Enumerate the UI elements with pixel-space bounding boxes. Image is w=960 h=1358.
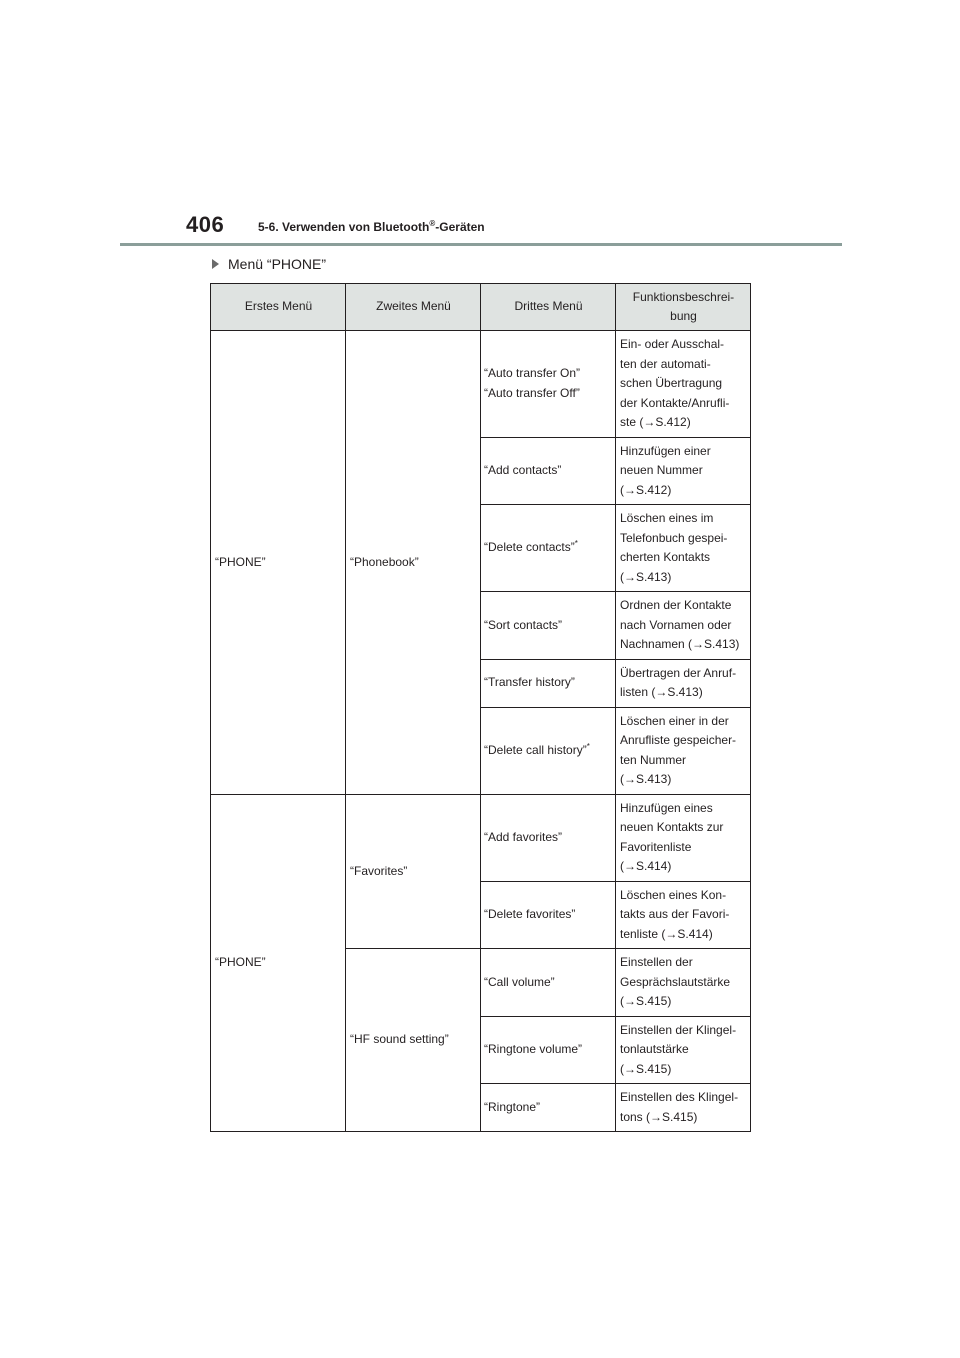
description-line: Favoritenliste: [620, 839, 692, 854]
third-menu-cell: [481, 505, 616, 592]
section-title: [258, 219, 485, 234]
third-menu-line: [484, 973, 612, 993]
third-menu-line: [484, 905, 612, 925]
section-title-suffix: -Geräten: [435, 220, 485, 234]
third-menu-line: [484, 741, 612, 761]
footnote-asterisk: *: [574, 539, 578, 549]
description-line: Hinzufügen einer: [620, 443, 711, 458]
third-menu-text: “Transfer history”: [484, 675, 575, 690]
third-menu-cell: [481, 437, 616, 505]
menu-heading-text: Menü “PHONE”: [228, 256, 327, 272]
third-menu-text: “Delete favorites”: [484, 907, 576, 921]
section-title-prefix: 5-6. Verwenden von Bluetooth: [258, 220, 430, 234]
table-row: [211, 794, 751, 881]
third-menu-line: [484, 616, 612, 636]
third-menu-cell: [481, 881, 616, 949]
description-line: neuen Nummer: [620, 463, 703, 477]
second-menu-cell: “Phonebook”: [346, 331, 481, 795]
col-header-first-menu: Erstes Menü: [211, 284, 346, 331]
third-menu-text: “Add favorites”: [484, 829, 563, 844]
description-line: (→S.415): [620, 1061, 672, 1076]
third-menu-cell: [481, 794, 616, 881]
third-menu-line: [484, 461, 612, 481]
description-line: Anrufliste gespeicher-: [620, 733, 737, 747]
third-menu-cell: [481, 949, 616, 1017]
third-menu-text: “Call volume”: [484, 974, 555, 989]
col-header-third-menu: Drittes Menü: [481, 284, 616, 331]
description-cell: [616, 592, 751, 660]
description-cell: [616, 707, 751, 794]
description-line: Nachnamen (→S.413): [620, 637, 740, 651]
col-header-second-menu: Zweites Menü: [346, 284, 481, 331]
page-number: 406: [186, 212, 225, 237]
second-menu-cell: “HF sound setting”: [346, 949, 481, 1132]
description-line: tenliste (→S.414): [620, 926, 713, 941]
description-line: Löschen eines im: [620, 511, 714, 525]
first-menu-cell: “PHONE”: [211, 794, 346, 1132]
third-menu-line: [484, 828, 612, 848]
first-menu-cell: “PHONE”: [211, 331, 346, 795]
third-menu-text: “Sort contacts”: [484, 617, 563, 632]
description-line: Ordnen der Kontakte: [620, 598, 732, 612]
description-line: Löschen einer in der: [620, 713, 729, 728]
description-cell: [616, 1016, 751, 1084]
description-line: tonlautstärke: [620, 1042, 689, 1056]
third-menu-text: “Auto transfer Off”: [484, 385, 580, 400]
third-menu-text: “Ringtone volume”: [484, 1042, 583, 1056]
description-line: Einstellen des Klingel-: [620, 1090, 739, 1104]
third-menu-cell: [481, 707, 616, 794]
description-line: Löschen eines Kon-: [620, 887, 727, 902]
description-line: cherten Kontakts: [620, 550, 711, 564]
registered-mark: ®: [429, 219, 436, 228]
col-header-description: Funktionsbeschrei- bung: [616, 284, 751, 331]
bullet-triangle-icon: [212, 259, 219, 269]
description-cell: [616, 505, 751, 592]
description-cell: [616, 881, 751, 949]
description-line: (→S.414): [620, 859, 672, 873]
third-menu-text: “Auto transfer On”: [484, 366, 581, 381]
description-line: ten der automati-: [620, 356, 711, 371]
footnote-asterisk: *: [586, 741, 590, 751]
third-menu-text: “Delete call history”: [484, 742, 587, 757]
third-menu-line: [484, 1040, 612, 1060]
third-menu-text: “Ringtone”: [484, 1099, 541, 1114]
description-line: (→S.413): [620, 569, 672, 584]
description-line: Hinzufügen eines: [620, 800, 713, 815]
description-line: schen Übertragung: [620, 376, 723, 390]
description-cell: [616, 794, 751, 881]
third-menu-line: [484, 384, 612, 404]
description-cell: [616, 331, 751, 438]
third-menu-line: [484, 1098, 612, 1118]
second-menu-cell: “Favorites”: [346, 794, 481, 949]
table-header-row: [211, 284, 751, 331]
third-menu-cell: [481, 1084, 616, 1132]
third-menu-line: [484, 364, 612, 384]
third-menu-text: “Add contacts”: [484, 463, 562, 477]
description-line: takts aus der Favori-: [620, 907, 730, 921]
third-menu-cell: [481, 659, 616, 707]
description-line: Ein- oder Ausschal-: [620, 337, 725, 351]
description-line: ste (→S.412): [620, 415, 691, 429]
description-line: (→S.412): [620, 482, 672, 497]
third-menu-text: “Delete contacts”: [484, 540, 575, 555]
description-line: (→S.415): [620, 994, 672, 1008]
description-cell: [616, 659, 751, 707]
description-line: Übertragen der Anruf-: [620, 665, 737, 680]
description-line: listen (→S.413): [620, 685, 703, 699]
description-line: nach Vornamen oder: [620, 617, 732, 632]
header-rule: [120, 243, 842, 246]
description-line: Gesprächslautstärke: [620, 974, 731, 989]
third-menu-cell: [481, 592, 616, 660]
table-body: [211, 331, 751, 1132]
description-line: ten Nummer: [620, 752, 687, 767]
description-line: der Kontakte/Anrufli-: [620, 395, 730, 410]
third-menu-cell: [481, 1016, 616, 1084]
description-cell: [616, 437, 751, 505]
menu-heading: [212, 256, 326, 272]
third-menu-line: [484, 538, 612, 558]
description-line: Einstellen der: [620, 955, 693, 969]
phone-menu-table: [210, 283, 751, 1132]
description-line: Telefonbuch gespei-: [620, 530, 728, 545]
description-line: Einstellen der Klingel-: [620, 1022, 737, 1037]
description-line: tons (→S.415): [620, 1109, 698, 1124]
third-menu-line: [484, 673, 612, 693]
description-line: neuen Kontakts zur: [620, 820, 724, 834]
description-cell: [616, 1084, 751, 1132]
table-row: [211, 331, 751, 438]
description-line: (→S.413): [620, 772, 672, 786]
description-cell: [616, 949, 751, 1017]
third-menu-cell: [481, 331, 616, 438]
